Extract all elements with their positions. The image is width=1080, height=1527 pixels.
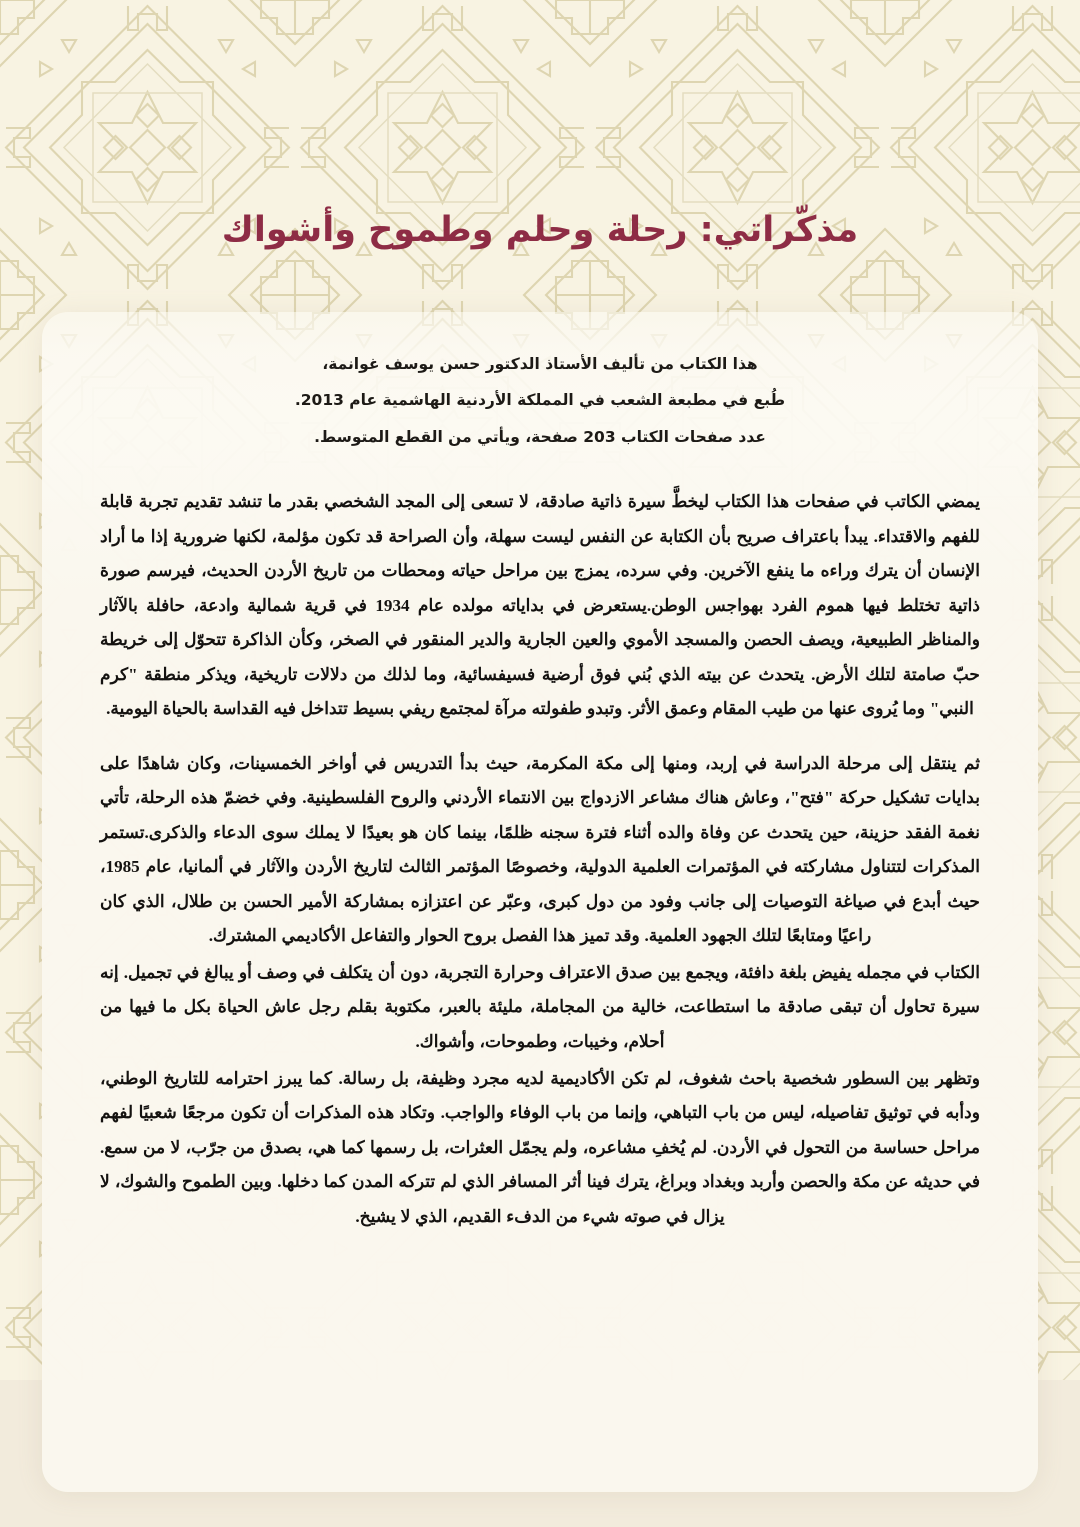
paragraph-1: يمضي الكاتب في صفحات هذا الكتاب ليخطَّ سيرة ذاتية صادقة، لا تسعى إلى المجد الشخصي بقدر ما تنشد تقديم تجربة قابلة للفهم والاقتداء. يبدأ باعتراف صريح بأن الكتابة عن النفس ليست سهلة، وأن الصراحة قد تكون مؤلمة، لكنها ضرورية إذا ما أراد الإنسان أن يترك وراءه ما ينفع الآخرين. وفي سرده، يمزج بين مراحل حياته ومحطات من تاريخ الأردن الحديث، فيرسم صورة ذاتية تختلط فيها هموم الفرد بهواجس الوطن.يستعرض في بداياته مولده عام 1934 في قرية شمالية وادعة، حافلة بالآثار والمناظر الطبيعية، ويصف الحصن والمسجد الأموي والعين الجارية والدير المنقور في الصخر، وكأن الذاكرة تتحوّل إلى خريطة حبّ صامتة لتلك الأرض. يتحدث عن بيته الذي بُني فوق أرضية فسيفسائية، وما لذلك من دلالات تاريخية، ويذكر منطقة "كرم النبي" وما يُروى عنها من طيب المقام وعمق الأثر. وتبدو طفولته مرآة لمجتمع ريفي بسيط تتداخل فيه القداسة بالحياة اليومية.	[100, 492, 981, 719]
metadata-pages-line: عدد صفحات الكتاب 203 صفحة، ويأتي من القطع المتوسط.	[314, 427, 766, 446]
paragraph-2: ثم ينتقل إلى مرحلة الدراسة في إربد، ومنها إلى مكة المكرمة، حيث بدأ التدريس في أواخر الخمسينات، وكان شاهدًا على بدايات تشكيل حركة "فتح"، وعاش هناك مشاعر الازدواج بين الانتماء الأردني والروح الفلسطينية. وفي خضمّ هذه الرحلة، تأتي نغمة الفقد حزينة، حين يتحدث عن وفاة والده أثناء فترة سجنه ظلمًا، بينما كان هو بعيدًا لا يملك سوى الدعاء والذكرى.تستمر المذكرات لتتناول مشاركته في المؤتمرات العلمية الدولية، وخصوصًا المؤتمر الثالث لتاريخ الأردن والآثار في ألمانيا، عام 1985، حيث أبدع في صياغة التوصيات إلى جانب وفود من دول كبرى، وعبّر عن اعتزازه بمشاركة الأمير الحسن بن طلال، الذي كان راعيًا ومتابعًا لتلك الجهود العلمية. وقد تميز هذا الفصل بروح الحوار والتفاعل الأكاديمي المشترك.	[100, 753, 980, 946]
title-band	[0, 196, 1080, 266]
card-inner	[42, 312, 1038, 1492]
content-card	[42, 312, 1038, 1492]
metadata-author-line: هذا الكتاب من تأليف الأستاذ الدكتور حسن يوسف غوانمة،	[322, 355, 758, 373]
paragraph-4: وتظهر بين السطور شخصية باحث شغوف، لم تكن الأكاديمية لديه مجرد وظيفة، بل رسالة. كما يبرز احترامه للتاريخ الوطني، ودأبه في توثيق تفاصيله، ليس من باب التباهي، وإنما من باب الوفاء والواجب. وتكاد هذه المذكرات أن تكون مرجعًا شعبيًا لفهم مراحل حساسة من التحول في الأردن. لم يُخفِ مشاعره، ولم يجمّل العثرات، بل رسمها كما هي، بصدق من جرّب، لا من سمع. في حديثه عن مكة والحصن وأربد وبغداد وبراغ، يترك فينا أثر المسافر الذي لم تتركه المدن كما دخلها. وبين الطموح والشوك، لا يزال في صوته شيء من الدفء القديم، الذي لا يشيخ.	[100, 1068, 980, 1226]
book-metadata-block	[100, 334, 980, 455]
metadata-publisher-line: طُبع في مطبعة الشعب في المملكة الأردنية الهاشمية عام 2013.	[294, 391, 786, 410]
body-text	[100, 455, 980, 1234]
page-title: مذكّراتي: رحلة وحلم وطموح وأشواك	[221, 210, 859, 251]
paragraph-3: الكتاب في مجمله يفيض بلغة دافئة، ويجمع بين صدق الاعتراف وحرارة التجربة، دون أن يتكلف في وصف أو يبالغ في تجميل. إنه سيرة تحاول أن تبقى صادقة ما استطاعت، خالية من المجاملة، مليئة بالعبر، مكتوبة بقلم رجل عاش الحياة بكل ما فيها من أحلام، وخيبات، وطموحات، وأشواك.	[100, 962, 980, 1051]
